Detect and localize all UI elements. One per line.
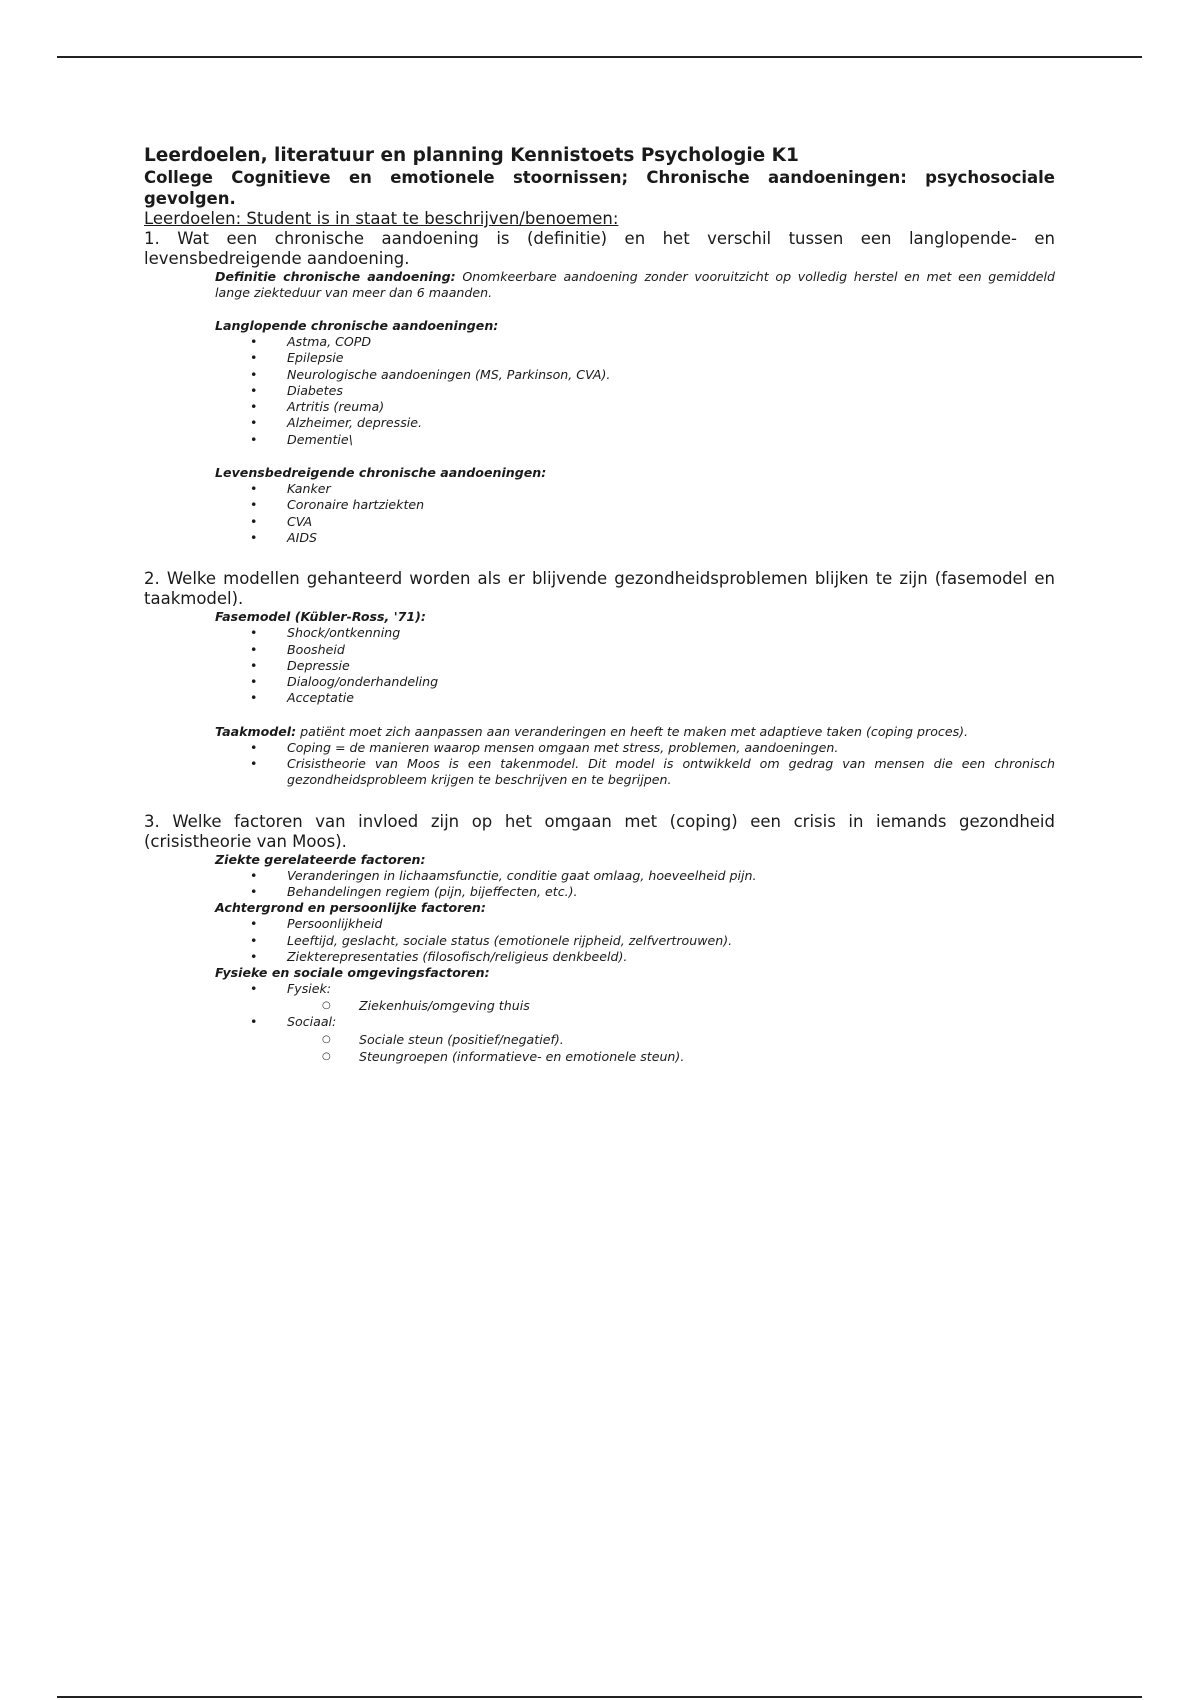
- list-item-text: Coping = de manieren waarop mensen omgaan met stress, problemen, aandoeningen.: [287, 739, 839, 755]
- lifethreat-list: [215, 481, 1055, 546]
- sub-list-item: [215, 997, 1055, 1014]
- bullet-icon: •: [250, 657, 258, 673]
- list-item-text: Kanker: [287, 481, 331, 497]
- list-item-text: Ziekterepresentaties (filosofisch/religieus denkbeeld).: [287, 948, 628, 964]
- taakmodel-label: Taakmodel:: [215, 723, 297, 739]
- list-item-text: Dementie\: [287, 431, 353, 447]
- bullet-icon: •: [250, 690, 258, 706]
- bullet-icon: •: [250, 431, 258, 447]
- header-rule: [57, 56, 1142, 58]
- sub-list-item: [215, 1048, 1055, 1065]
- list-item-text: Epilepsie: [287, 350, 344, 366]
- sub-list-item-text: Steungroepen (informatieve- en emotionele steun).: [359, 1048, 685, 1064]
- environment-factors-list: [215, 981, 1055, 997]
- sub-list-item-text: Ziekenhuis/omgeving thuis: [359, 998, 530, 1014]
- bullet-icon: •: [250, 481, 258, 497]
- list-item: [215, 658, 1055, 674]
- definition-text: Onomkeerbare aandoening zonder vooruitzicht op volledig herstel en met een gemiddeld lange ziekteduur van meer dan 6 maanden.: [215, 269, 1055, 300]
- bullet-icon: •: [250, 981, 258, 997]
- list-item: [215, 740, 1055, 756]
- lifethreat-heading: Levensbedreigende chronische aandoeningen:: [215, 465, 547, 481]
- list-item: [215, 933, 1055, 949]
- bullet-icon: •: [250, 529, 258, 545]
- list-item: [215, 981, 1055, 997]
- environment-social-list: [215, 1014, 1055, 1030]
- disease-factors-heading: Ziekte gerelateerde factoren:: [215, 851, 426, 867]
- list-item-text: Neurologische aandoeningen (MS, Parkinson, CVA).: [287, 366, 611, 382]
- list-item: [215, 399, 1055, 415]
- list-item-text: Veranderingen in lichaamsfunctie, conditie gaat omlaag, hoeveelheid pijn.: [287, 867, 757, 883]
- question-3: 3. Welke factoren van invloed zijn op het omgaan met (coping) een crisis in iemands gezondheid (crisistheorie van Moos).: [144, 811, 1055, 851]
- list-item-text: Dialoog/onderhandeling: [287, 674, 439, 690]
- definition-label: Definitie chronische aandoening:: [215, 269, 456, 284]
- list-item: [215, 481, 1055, 497]
- bullet-icon: •: [250, 867, 258, 883]
- question-1: 1. Wat een chronische aandoening is (definitie) en het verschil tussen een langlopende- en levensbedreigende aandoening.: [144, 229, 1055, 268]
- question-2: 2. Welke modellen gehanteerd worden als er blijvende gezondheidsproblemen blijken te zijn (fasemodel en taakmodel).: [144, 569, 1055, 609]
- list-item-text: Behandelingen regiem (pijn, bijeffecten, etc.).: [287, 883, 578, 899]
- list-item: [215, 642, 1055, 658]
- circle-bullet-icon: ○: [322, 1033, 331, 1045]
- list-item: [215, 884, 1055, 900]
- list-item: [215, 514, 1055, 530]
- fasemodel-list: [215, 625, 1055, 706]
- longterm-list: [215, 334, 1055, 448]
- list-item-text: Artritis (reuma): [287, 399, 385, 415]
- list-item-text: Acceptatie: [287, 690, 355, 706]
- list-item-text: CVA: [287, 513, 313, 529]
- environment-factors-heading: Fysieke en sociale omgevingsfactoren:: [215, 965, 490, 981]
- list-item: [215, 432, 1055, 448]
- circle-bullet-icon: ○: [322, 1050, 331, 1062]
- list-item: [215, 350, 1055, 366]
- list-item-text: Crisistheorie van Moos is een takenmodel. Dit model is ontwikkeld om gedrag van mensen die een chronisch gezondheidsprobleem krijgen te beschrijven en te begrijpen.: [287, 756, 1055, 788]
- bullet-icon: •: [250, 1014, 258, 1030]
- longterm-heading: Langlopende chronische aandoeningen:: [215, 318, 499, 333]
- list-item: [215, 916, 1055, 932]
- learning-goals-heading: Leerdoelen: Student is in staat te beschrijven/benoemen:: [144, 209, 619, 228]
- bullet-icon: •: [250, 756, 258, 772]
- bullet-icon: •: [250, 497, 258, 513]
- list-item-text: Diabetes: [287, 382, 343, 398]
- taakmodel-list: [215, 740, 1055, 789]
- bullet-icon: •: [250, 350, 258, 366]
- sub-list-item-text: Sociale steun (positief/negatief).: [359, 1031, 564, 1047]
- physical-label: Fysiek:: [287, 981, 332, 997]
- bullet-icon: •: [250, 399, 258, 415]
- list-item-text: Shock/ontkenning: [287, 625, 401, 641]
- list-item-text: Boosheid: [287, 641, 345, 657]
- list-item: [215, 367, 1055, 383]
- bullet-icon: •: [250, 382, 258, 398]
- bullet-icon: •: [250, 883, 258, 899]
- bullet-icon: •: [250, 334, 258, 349]
- document-title: Leerdoelen, literatuur en planning Kennistoets Psychologie K1: [144, 145, 799, 166]
- bullet-icon: •: [250, 641, 258, 657]
- document-body: [144, 145, 1055, 1065]
- list-item-text: AIDS: [287, 529, 318, 545]
- disease-factors-list: [215, 868, 1055, 901]
- sub-list-item: [215, 1031, 1055, 1048]
- list-item: [215, 415, 1055, 431]
- taakmodel-paragraph: [215, 724, 1055, 740]
- document-subtitle: College Cognitieve en emotionele stoornissen; Chronische aandoeningen: psychosociale gevolgen.: [144, 168, 1055, 208]
- background-factors-heading: Achtergrond en persoonlijke factoren:: [215, 900, 486, 916]
- list-item: [215, 383, 1055, 399]
- footer-rule: [57, 1696, 1142, 1698]
- bullet-icon: •: [250, 513, 258, 529]
- background-factors-list: [215, 916, 1055, 965]
- bullet-icon: •: [250, 932, 258, 948]
- fasemodel-heading: Fasemodel (Kübler-Ross, '71):: [215, 609, 426, 625]
- list-item: [215, 1014, 1055, 1030]
- list-item-text: Leeftijd, geslacht, sociale status (emotionele rijpheid, zelfvertrouwen).: [287, 932, 733, 948]
- bullet-icon: •: [250, 625, 258, 641]
- list-item: [215, 334, 1055, 350]
- list-item-text: Persoonlijkheid: [287, 916, 383, 932]
- social-label: Sociaal:: [287, 1014, 337, 1030]
- bullet-icon: •: [250, 739, 258, 755]
- bullet-icon: •: [250, 674, 258, 690]
- question-2-answer: [215, 609, 1055, 788]
- taakmodel-text: patiënt moet zich aanpassen aan veranderingen en heeft te maken met adaptieve taken (coping proces).: [296, 723, 969, 739]
- list-item-text: Depressie: [287, 657, 350, 673]
- list-item: [215, 756, 1055, 789]
- question-1-answer: [215, 269, 1055, 546]
- list-item-text: Astma, COPD: [287, 334, 372, 349]
- list-item-text: Coronaire hartziekten: [287, 497, 425, 513]
- list-item-text: Alzheimer, depressie.: [287, 415, 423, 431]
- list-item: [215, 497, 1055, 513]
- bullet-icon: •: [250, 366, 258, 382]
- list-item: [215, 690, 1055, 706]
- bullet-icon: •: [250, 948, 258, 964]
- list-item: [215, 674, 1055, 690]
- list-item: [215, 949, 1055, 965]
- list-item: [215, 868, 1055, 884]
- social-sublist: [215, 1031, 1055, 1065]
- bullet-icon: •: [250, 415, 258, 431]
- physical-sublist: [215, 997, 1055, 1014]
- circle-bullet-icon: ○: [322, 1000, 331, 1012]
- question-3-answer: [215, 852, 1055, 1065]
- list-item: [215, 625, 1055, 641]
- definition-paragraph: [215, 269, 1055, 301]
- list-item: [215, 530, 1055, 546]
- bullet-icon: •: [250, 916, 258, 932]
